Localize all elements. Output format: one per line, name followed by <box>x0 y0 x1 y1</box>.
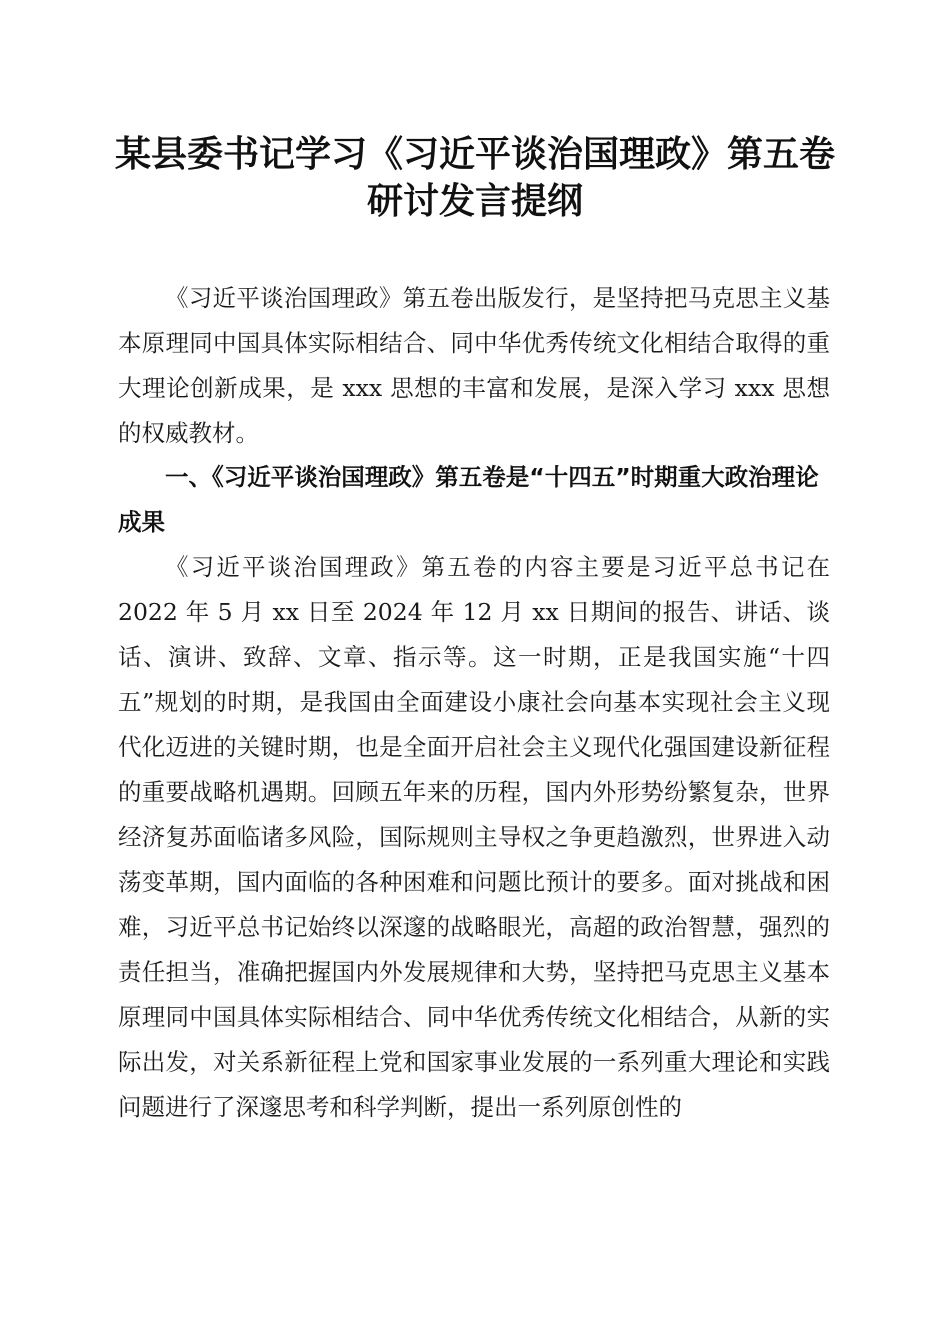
section-1-heading <box>118 455 830 545</box>
section-1-heading-text: 一、《习近平谈治国理政》第五卷是“十四五”时期重大政治理论成果 <box>118 463 819 536</box>
document-title-line-2: 研讨发言提纲 <box>366 181 583 222</box>
section-1-paragraph-text: 《习近平谈治国理政》第五卷的内容主要是习近平总书记在 2022 年 5 月 xx 日至 2024 年 12 月 xx 日期间的报告、讲话、谈话、演讲、致辞、文章、指示等。这一时期，正是我国实施“十四五”规划的时期，是我国由全面建设小康社会向基本实现社会主义现代化迈进的关键时期，也是全面开启社会主义现代化强国建设新征程的重要战略机遇期。回顾五年来的历程，国内外形势纷繁复杂，世界经济复苏面临诸多风险，国际规则主导权之争更趋激烈，世界进入动荡变革期，国内面临的各种困难和问题比预计的要多。面对挑战和困难，习近平总书记始终以深邃的战略眼光，高超的政治智慧，强烈的责任担当，准确把握国内外发展规律和大势，坚持把马克思主义基本原理同中国具体实际相结合、同中华优秀传统文化相结合，从新的实际出发，对关系新征程上党和国家事业发展的一系列重大理论和实践问题进行了深邃思考和科学判断，提出一系列原创性的 <box>118 553 830 1121</box>
document-title-line-1: 某县委书记学习《习近平谈治国理政》第五卷 <box>114 134 835 175</box>
intro-paragraph <box>118 276 830 456</box>
intro-paragraph-text: 《习近平谈治国理政》第五卷出版发行，是坚持把马克思主义基本原理同中国具体实际相结合、同中华优秀传统文化相结合取得的重大理论创新成果，是 xxx 思想的丰富和发展，是深入学习 xxx 思想的权威教材。 <box>118 284 830 447</box>
section-1-paragraph <box>118 545 830 1130</box>
